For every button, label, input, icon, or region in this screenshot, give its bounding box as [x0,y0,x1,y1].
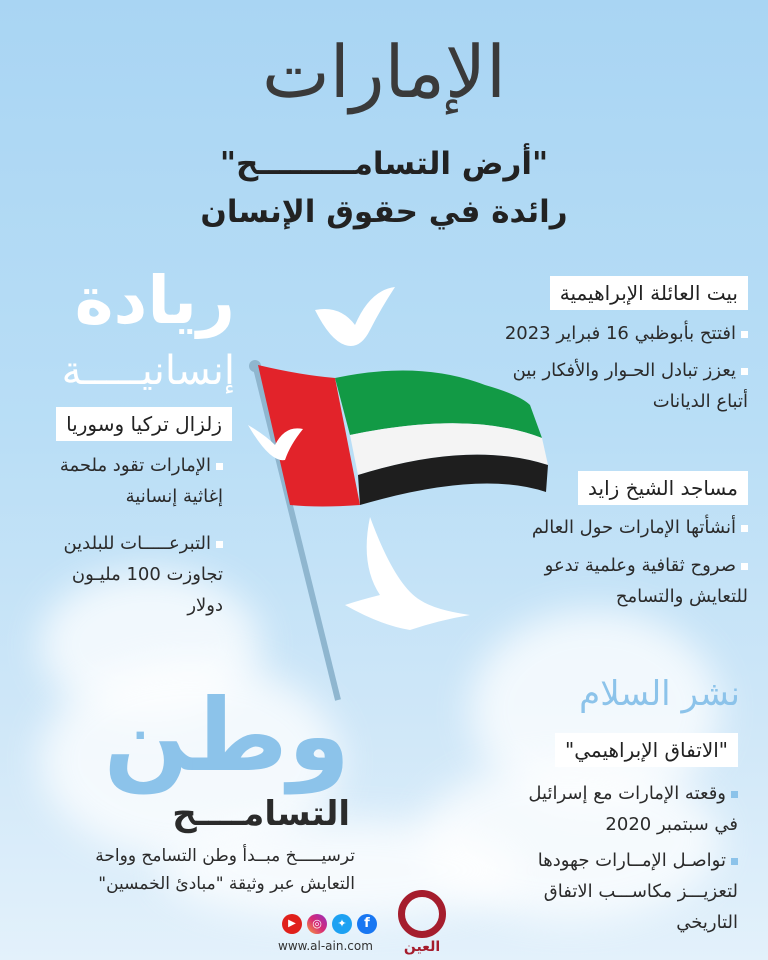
bullet-item [528,778,738,840]
bullet-text: لتعزيـــز مكاســـب الاتفاق [543,881,738,902]
tolerance-word: التسامــــح [172,794,350,834]
leadership-title: ريادة [74,262,235,339]
bullet-square-icon [741,331,748,338]
bullet-item [538,845,738,938]
subtitle-tolerance: "أرض التسامـــــــــح" [219,146,549,182]
bullet-square-icon [731,791,738,798]
description-line: ترسيـــــخ مبــدأ وطن التسامح وواحة [95,846,355,866]
facebook-icon[interactable]: f [357,914,377,934]
bullet-text: صروح ثقافية وعلمية تدعو [544,555,736,576]
tolerance-description [95,842,355,898]
social-icons [282,914,377,934]
bullet-text: الإمارات تقود ملحمة [59,455,211,476]
abrahamic-house-heading: بيت العائلة الإبراهيمية [550,276,748,310]
earthquake-heading: زلزال تركيا وسوريا [56,407,232,441]
bullet-text: إغاثية إنسانية [125,486,223,507]
homeland-word: وطن [103,677,350,794]
bullet-text: أتباع الديانات [652,391,748,412]
bullet-text: التبرعـــــات للبلدين [63,533,211,554]
dove-icon [310,285,400,355]
dove-icon [340,515,475,640]
twitter-icon[interactable]: ✦ [332,914,352,934]
logo-text: العين [403,939,441,955]
bullet-item [63,528,223,621]
bullet-item [513,355,748,417]
abraham-accords-heading: "الاتفاق الإبراهيمي" [555,733,738,767]
spreading-peace-title: نشر السلام [579,674,740,714]
bullet-text: افتتح بأبوظبي 16 فبراير 2023 [504,323,736,344]
bullet-square-icon [216,463,223,470]
bullet-text: أنشأتها الإمارات حول العالم [531,517,736,538]
youtube-icon[interactable]: ▶ [282,914,302,934]
bullet-text: تجاوزت 100 مليـون [71,564,223,585]
bullet-text: التاريخي [676,912,738,933]
bullet-text: للتعايش والتسامح [615,586,748,607]
instagram-icon[interactable]: ◎ [307,914,327,934]
bullet-square-icon [731,858,738,865]
bullet-text: في سبتمبر 2020 [605,814,738,835]
website-link[interactable]: www.al-ain.com [278,939,373,953]
bullet-text: دولار [187,595,223,616]
zayed-mosques-heading: مساجد الشيخ زايد [578,471,748,505]
description-line: التعايش عبر وثيقة "مبادئ الخمسين" [98,874,355,894]
bullet-square-icon [741,563,748,570]
subtitle-human-rights: رائدة في حقوق الإنسان [200,194,568,230]
logo-mark-icon [398,890,446,938]
bullet-item [545,550,748,612]
bullet-item [60,450,223,512]
bullet-item [532,512,748,543]
bullet-square-icon [216,541,223,548]
dove-icon [245,415,305,465]
bullet-text: وقعته الإمارات مع إسرائيل [528,783,726,804]
al-ain-logo [393,890,451,956]
bullet-item [505,318,748,349]
bullet-square-icon [741,525,748,532]
main-title: الإمارات [261,30,507,114]
bullet-text: يعزز تبادل الحـوار والأفكار بين [512,360,736,381]
bullet-text: تواصـل الإمــارات جهودها [537,850,726,871]
bullet-square-icon [741,368,748,375]
humanitarian-title: إنسانيـــــة [61,348,235,394]
